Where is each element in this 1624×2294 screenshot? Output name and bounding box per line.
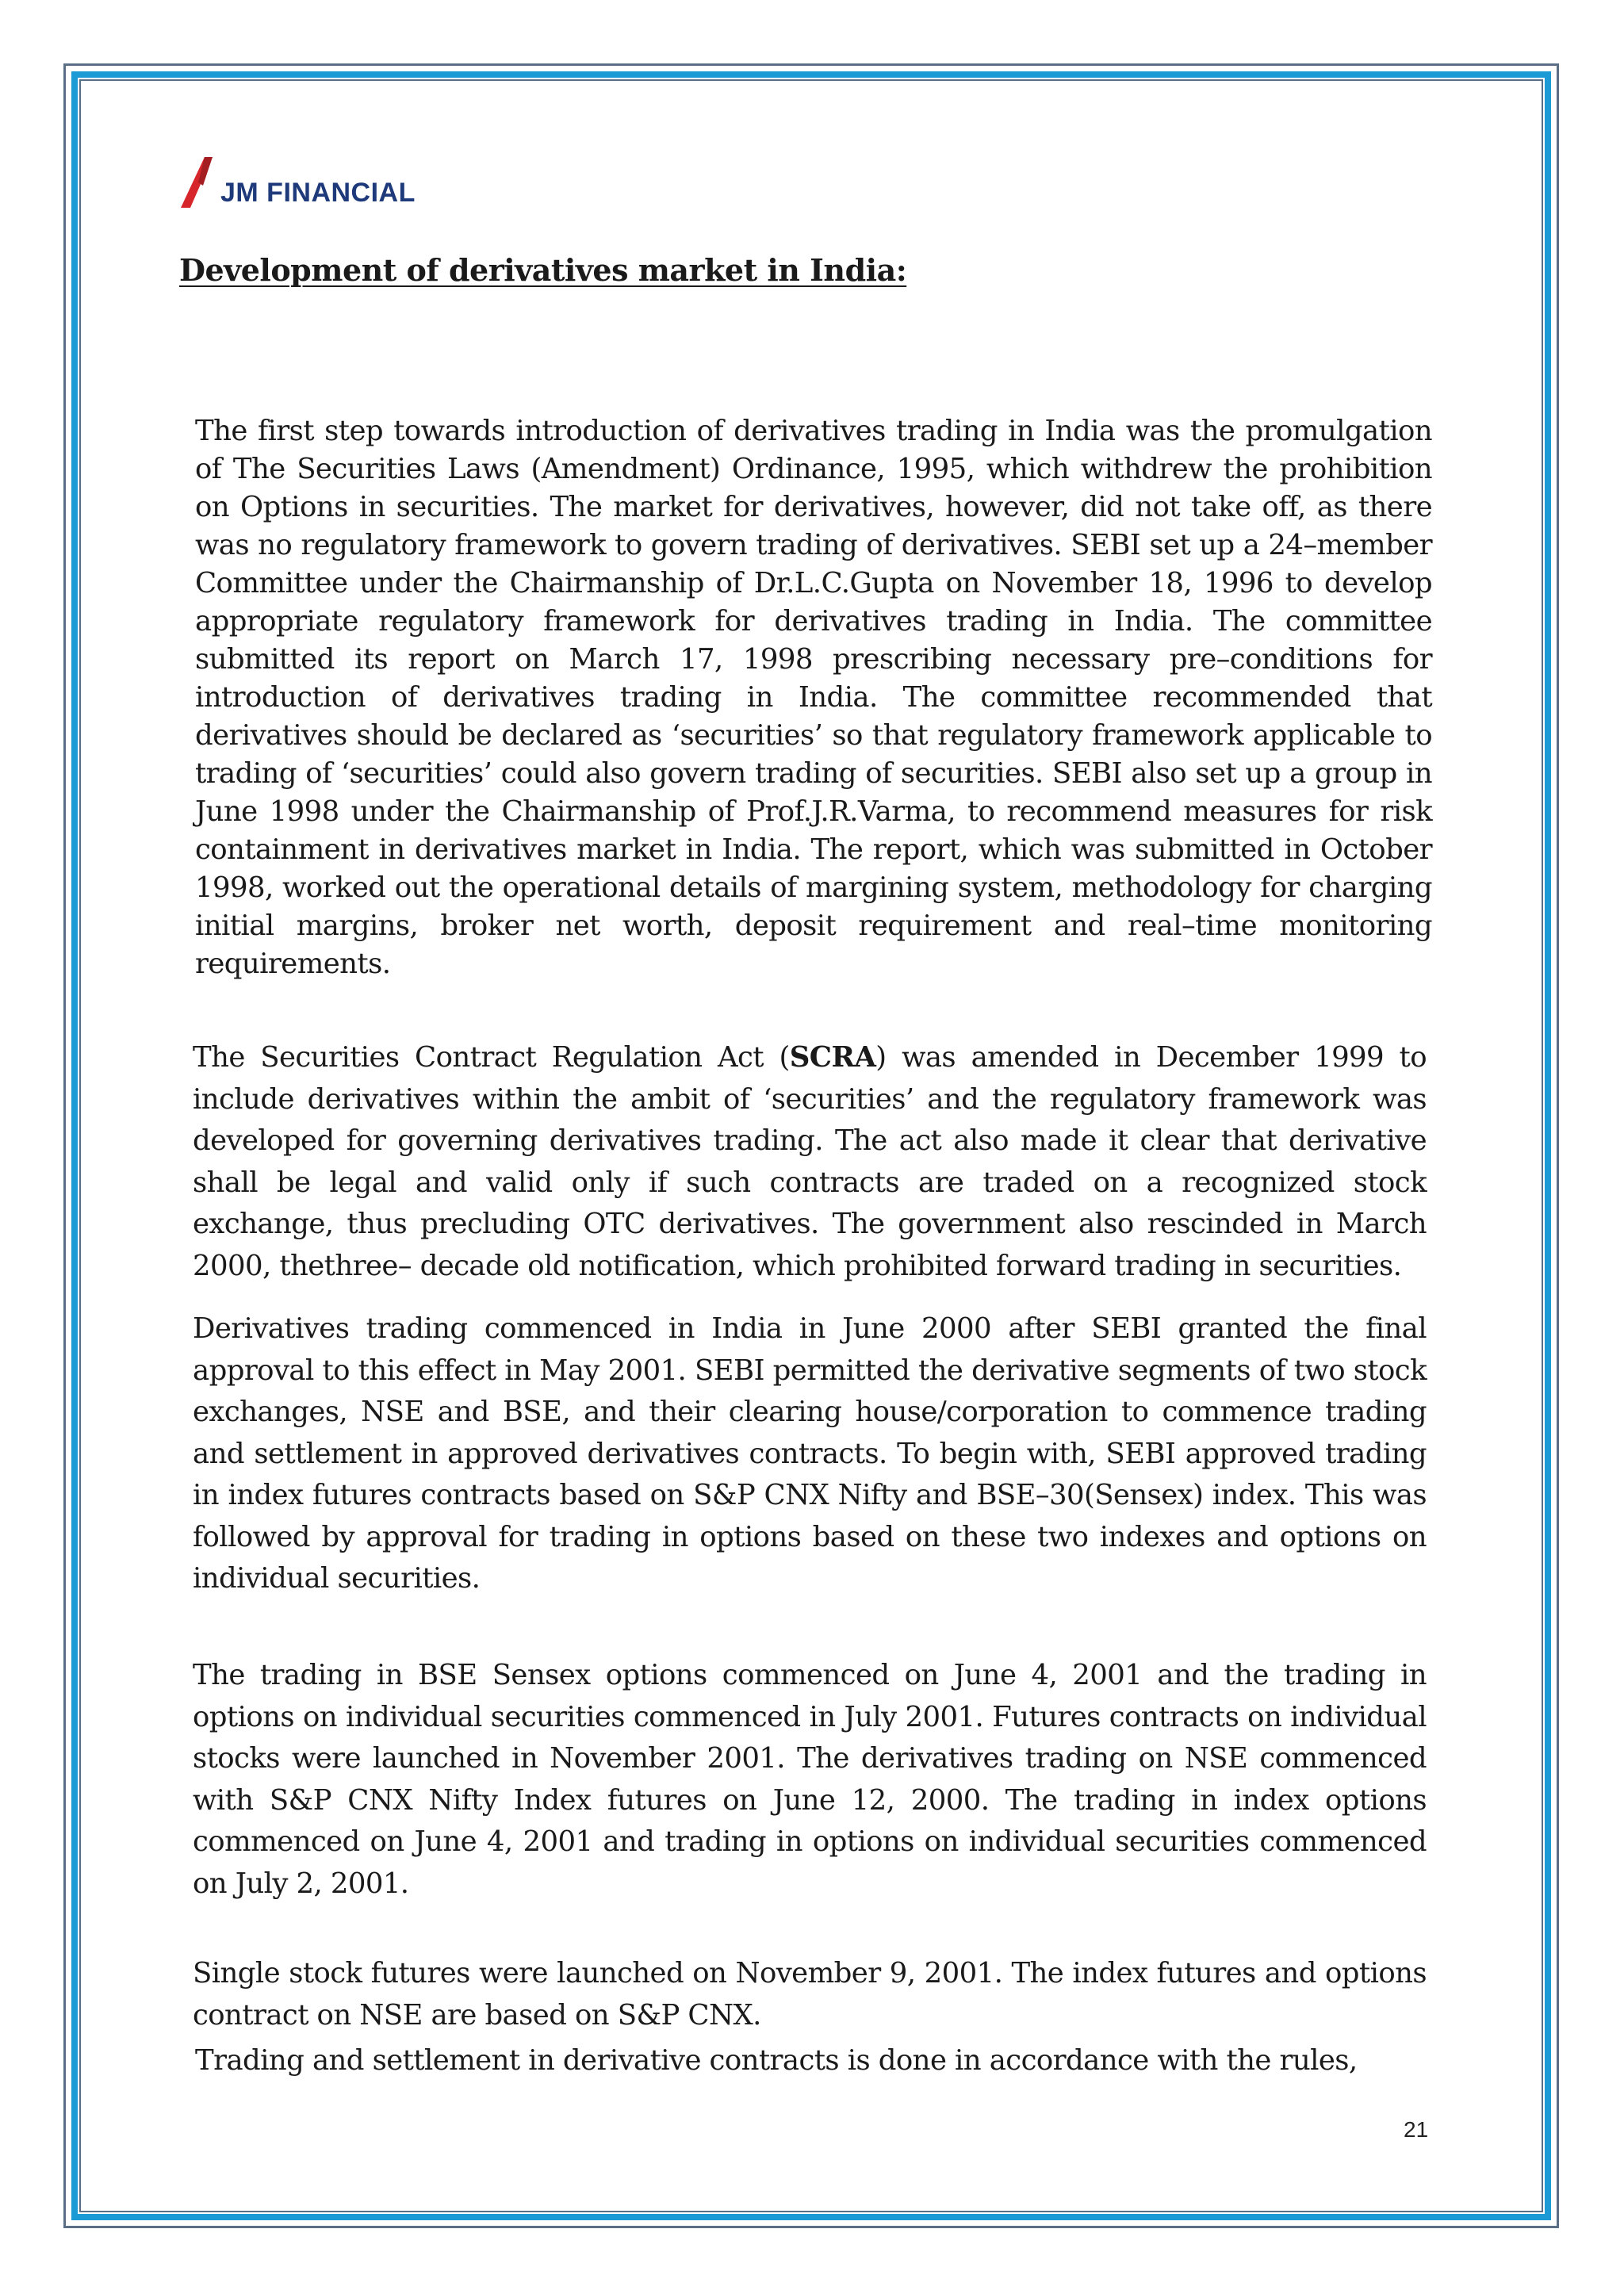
paragraph-5: Single stock futures were launched on November 9, 2001. The index futures and options contract on NSE are based on S&P CNX. [193, 1957, 1427, 2032]
page-title: Development of derivatives market in India: [179, 252, 907, 288]
jm-financial-logo-mark-icon [181, 155, 217, 213]
page-number: 21 [1404, 2117, 1429, 2142]
scra-abbreviation: SCRA [789, 1041, 876, 1074]
paragraph-4: The trading in BSE Sensex options commenced on June 4, 2001 and the trading in options on individual securities commenced in July 2001. Futures contracts on individual stocks were launched in November 2001. The derivatives trading on NSE commenced with S&P CNX Nifty Index futures on June 12, 2000. The trading in index options commenced on June 4, 2001 and trading in options on individual securities commenced on July 2, 2001. [193, 1659, 1427, 1900]
jm-financial-logo [181, 155, 416, 213]
paragraph-3: Derivatives trading commenced in India in June 2000 after SEBI granted the final approval to this effect in May 2001. SEBI permitted the derivative segments of two stock exchanges, NSE and BSE, and their clearing house/corporation to commence trading and settlement in approved derivatives contracts. To begin with, SEBI approved trading in index futures contracts based on S&P CNX Nifty and BSE–30(Sensex) index. This was followed by approval for trading in options based on these two indexes and options on individual securities. [193, 1312, 1427, 1595]
paragraph-1: The first step towards introduction of derivatives trading in India was the promulgation of The Securities Laws (Amendment) Ordinance, 1995, which withdrew the prohibition on Options in securities. The market for derivatives, however, did not take off, as there was no regulatory framework to govern trading of derivatives. SEBI set up a 24–member Committee under the Chairmanship of Dr.L.C.Gupta on November 18, 1996 to develop appropriate regulatory framework for derivatives trading in India. The committee submitted its report on March 17, 1998 prescribing necessary pre–conditions for introduction of derivatives trading in India. The committee recommended that derivatives should be declared as ‘securities’ so that regulatory framework applicable to trading of ‘securities’ could also govern trading of securities. SEBI also set up a group in June 1998 under the Chairmanship of Prof.J.R.Varma, to recommend measures for risk containment in derivatives market in India. The report, which was submitted in October 1998, worked out the operational details of margining system, methodology for charging initial margins, broker net worth, deposit requirement and real–time monitoring requirements. [195, 415, 1432, 980]
paragraph-2-text-end: ) was amended in December 1999 to include derivatives within the ambit of ‘securities’ and the regulatory framework was developed for governing derivatives trading. The act also made it clear that derivative shall be legal and valid only if such contracts are traded on a recognized stock exchange, thus precluding OTC derivatives. The government also rescinded in March 2000, thethree– decade old notification, which prohibited forward trading in securities. [193, 1041, 1427, 1282]
paragraph-6: Trading and settlement in derivative contracts is done in accordance with the rules, [195, 2044, 1358, 2077]
logo-text: JM FINANCIAL [220, 177, 416, 208]
paragraph-2-text-start: The Securities Contract Regulation Act ( [193, 1041, 790, 1074]
paragraph-2 [193, 1037, 1427, 1287]
